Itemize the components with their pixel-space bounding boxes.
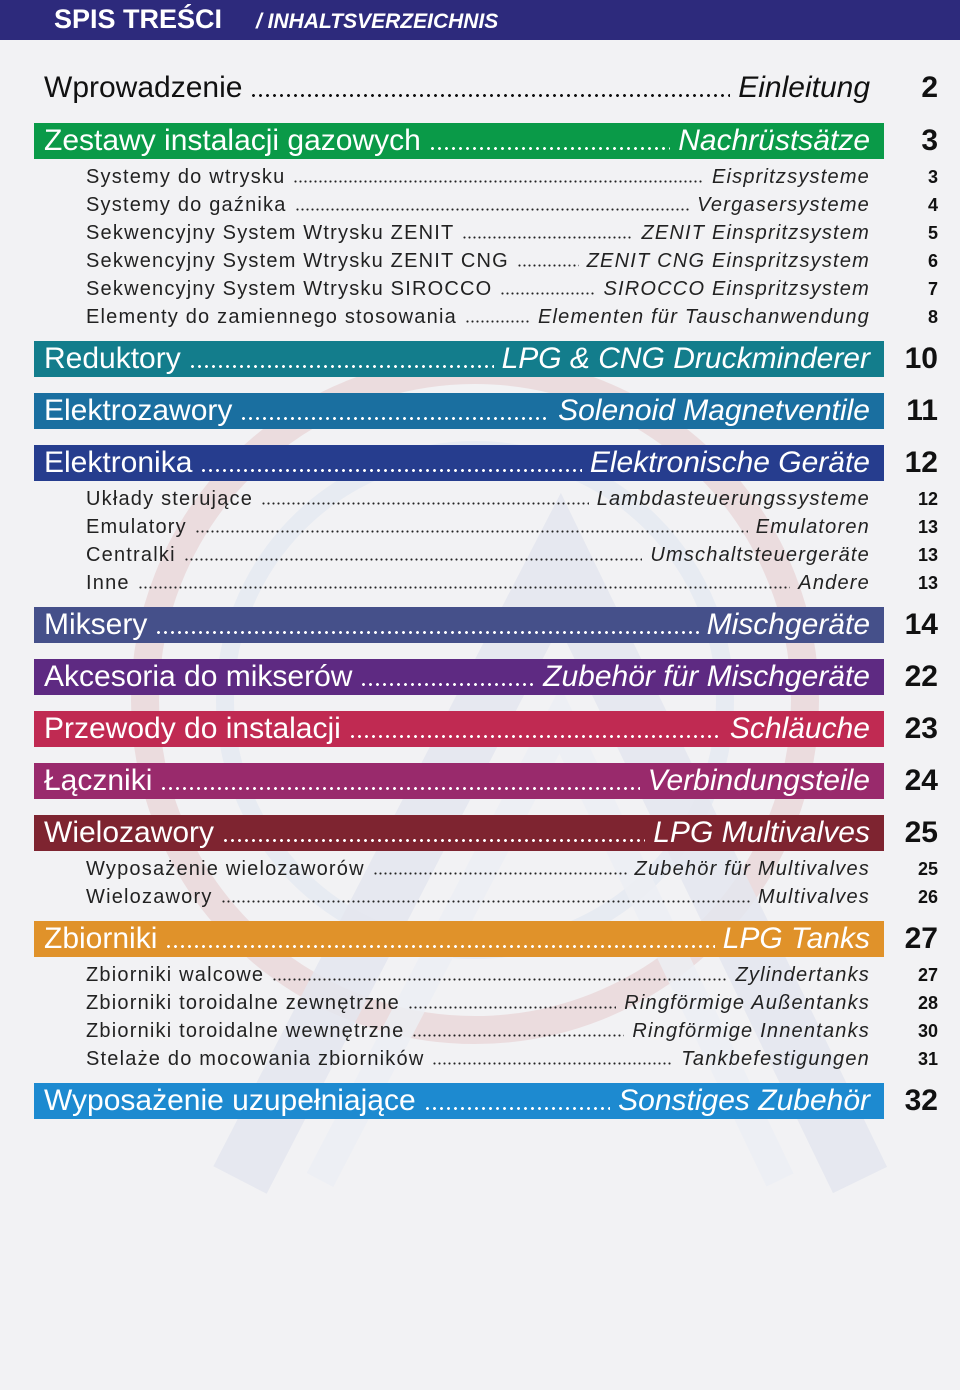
title-german: ZENIT CNG Einspritzsystem [586,249,870,272]
entry-title-line [44,393,870,429]
entry-title-line [86,514,870,540]
dot-leader [465,304,530,330]
title-polish: Sekwencyjny System Wtrysku SIROCCO [86,277,493,300]
toc-subsection[interactable] [0,304,960,330]
title-german: LPG Tanks [722,922,870,955]
title-german: Andere [798,571,870,594]
title-polish: Wyposażenie wielozaworów [86,857,365,880]
entry-title-line [86,486,870,512]
entry-title-line [86,164,870,190]
title-german: Mischgeräte [706,608,870,641]
page-number: 13 [917,572,938,593]
dot-leader [424,1083,611,1119]
dot-leader [412,1018,624,1044]
dot-leader [462,220,633,246]
toc-section[interactable] [0,1083,960,1119]
title-german: Einleitung [738,71,870,104]
title-polish: Miksery [44,608,148,641]
dot-leader [195,514,748,540]
page-number: 22 [904,660,938,693]
title-polish: Wprowadzenie [44,71,243,104]
title-polish: Zbiorniki [44,922,158,955]
toc-subsection[interactable] [0,542,960,568]
page-title: SPIS TREŚCI [54,4,223,34]
title-german: Emulatoren [755,515,870,538]
entry-title-line [44,341,870,377]
title-polish: Elementy do zamiennego stosowania [86,305,457,328]
toc-subsection[interactable] [0,1046,960,1072]
entry-title-line [86,542,870,568]
dot-leader [517,248,579,274]
page-number: 11 [906,394,938,427]
toc-subsection[interactable] [0,514,960,540]
dot-leader [408,990,616,1016]
page-number: 31 [917,1048,938,1069]
title-polish: Układy sterujące [86,487,254,510]
dot-leader [293,164,704,190]
page-number: 28 [917,992,938,1013]
dot-leader [138,570,791,596]
toc-subsection[interactable] [0,248,960,274]
toc-subsection[interactable] [0,962,960,988]
toc-section[interactable] [0,123,960,159]
dot-leader [222,815,645,851]
entry-title-line [86,248,870,274]
page-number: 3 [927,166,938,187]
dot-leader [184,542,643,568]
toc-subsection[interactable] [0,276,960,302]
title-polish: Zbiorniki toroidalne zewnętrzne [86,991,401,1014]
entry-title-line [86,990,870,1016]
title-polish: Przewody do instalacji [44,712,341,745]
dot-leader [432,1046,673,1072]
entry-title-line [44,763,870,799]
toc-subsection[interactable] [0,1018,960,1044]
title-polish: Stelaże do mocowania zbiorników [86,1047,425,1070]
page-number: 12 [904,446,938,479]
title-polish: Akcesoria do mikserów [44,660,353,693]
page-number: 7 [927,278,938,299]
toc-subsection[interactable] [0,570,960,596]
title-german: Lambdasteuerungssysteme [596,487,870,510]
toc-subsection[interactable] [0,164,960,190]
title-polish: Elektrozawory [44,394,233,427]
dot-leader [360,659,535,695]
title-german: Solenoid Magnetventile [558,394,870,427]
page-number: 25 [904,816,938,849]
title-polish: Zbiorniki toroidalne wewnętrzne [86,1019,405,1042]
page-number: 10 [904,342,938,375]
title-german: Elektronische Geräte [589,446,870,479]
entry-title-line [86,1046,870,1072]
entry-title-line [86,304,870,330]
title-polish: Systemy do wtrysku [86,165,286,188]
title-polish: Łączniki [44,764,153,797]
toc-section[interactable] [0,815,960,851]
title-polish: Systemy do gaźnika [86,193,287,216]
title-german: Verbindungsteile [647,764,870,797]
dot-leader [240,393,550,429]
title-german: Sonstiges Zubehör [618,1084,870,1117]
page-number: 4 [927,194,938,215]
entry-title-line [44,711,870,747]
toc-section[interactable] [0,607,960,643]
page-number: 13 [917,544,938,565]
title-polish: Reduktory [44,342,181,375]
toc-section[interactable] [0,393,960,429]
toc-subsection[interactable] [0,220,960,246]
title-german: LPG Multivalves [653,816,870,849]
entry-title-line [86,220,870,246]
title-polish: Emulatory [86,515,187,538]
title-german: Elementen für Tauschanwendung [537,305,870,328]
title-polish: Wyposażenie uzupełniające [44,1084,416,1117]
title-german: Zubehör für Multivalves [634,857,870,880]
entry-title-line [86,192,870,218]
page-number: 13 [917,516,938,537]
title-german: Umschaltsteuergeräte [650,543,870,566]
title-polish: Centralki [86,543,176,566]
page-number: 27 [904,922,938,955]
title-german: Zylindertanks [735,963,870,986]
toc-subsection[interactable] [0,856,960,882]
entry-title-line [44,921,870,957]
title-german: Nachrüstsätze [678,124,870,157]
dot-leader [261,486,589,512]
page-number: 8 [927,306,938,327]
title-polish: Wielozawory [44,816,215,849]
title-german: Eispritzsysteme [711,165,870,188]
title-polish: Inne [86,571,130,594]
toc-section[interactable] [0,659,960,695]
dot-leader [221,884,750,910]
toc-subsection[interactable] [0,990,960,1016]
title-german: Multivalves [757,885,870,908]
dot-leader [373,856,627,882]
page-number: 6 [927,250,938,271]
toc-section[interactable] [0,445,960,481]
page-number: 24 [904,764,938,797]
toc-subsection[interactable] [0,486,960,512]
entry-title-line [44,1083,870,1119]
toc-section[interactable] [0,70,960,106]
dot-leader [500,276,595,302]
page-number: 26 [917,886,938,907]
page-number: 30 [917,1020,938,1041]
header-bar [0,0,960,40]
title-german: Ringförmige Innentanks [632,1019,870,1042]
title-polish: Sekwencyjny System Wtrysku ZENIT CNG [86,249,509,272]
page-number: 32 [904,1084,938,1117]
page-number: 14 [904,608,938,641]
entry-title-line [44,70,870,106]
entry-title-line [44,607,870,643]
title-polish: Zbiorniki walcowe [86,963,265,986]
entry-title-line [44,123,870,159]
dot-leader [189,341,494,377]
dot-leader [429,123,670,159]
dot-leader [250,70,730,106]
entry-title-line [86,276,870,302]
entry-title-line [44,445,870,481]
page-number: 3 [921,124,938,157]
page-number: 27 [917,964,938,985]
page-subtitle: / INHALTSVERZEICHNIS [256,10,499,33]
entry-title-line [44,815,870,851]
entry-title-line [86,884,870,910]
toc-subsection[interactable] [0,192,960,218]
dot-leader [160,763,639,799]
entry-title-line [86,570,870,596]
dot-leader [295,192,690,218]
dot-leader [200,445,581,481]
title-german: SIROCCO Einspritzsystem [603,277,870,300]
toc-section[interactable] [0,341,960,377]
page-number: 25 [917,858,938,879]
title-polish: Wielozawory [86,885,213,908]
title-german: ZENIT Einspritzsystem [641,221,870,244]
page-number: 12 [917,488,938,509]
title-german: LPG & CNG Druckminderer [501,342,870,375]
title-german: Vergasersysteme [697,193,870,216]
toc-section[interactable] [0,921,960,957]
title-german: Tankbefestigungen [681,1047,870,1070]
title-polish: Elektronika [44,446,193,479]
toc-subsection[interactable] [0,884,960,910]
title-polish: Zestawy instalacji gazowych [44,124,421,157]
title-polish: Sekwencyjny System Wtrysku ZENIT [86,221,455,244]
dot-leader [155,607,698,643]
page-number: 23 [904,712,938,745]
page-number: 5 [927,222,938,243]
toc-section[interactable] [0,711,960,747]
page-number: 2 [921,71,938,104]
entry-title-line [86,1018,870,1044]
title-german: Zubehör für Mischgeräte [543,660,870,693]
entry-title-line [86,856,870,882]
entry-title-line [86,962,870,988]
dot-leader [272,962,727,988]
entry-title-line [44,659,870,695]
dot-leader [349,711,722,747]
dot-leader [165,921,714,957]
title-german: Schläuche [729,712,870,745]
title-german: Ringförmige Außentanks [624,991,870,1014]
toc-section[interactable] [0,763,960,799]
